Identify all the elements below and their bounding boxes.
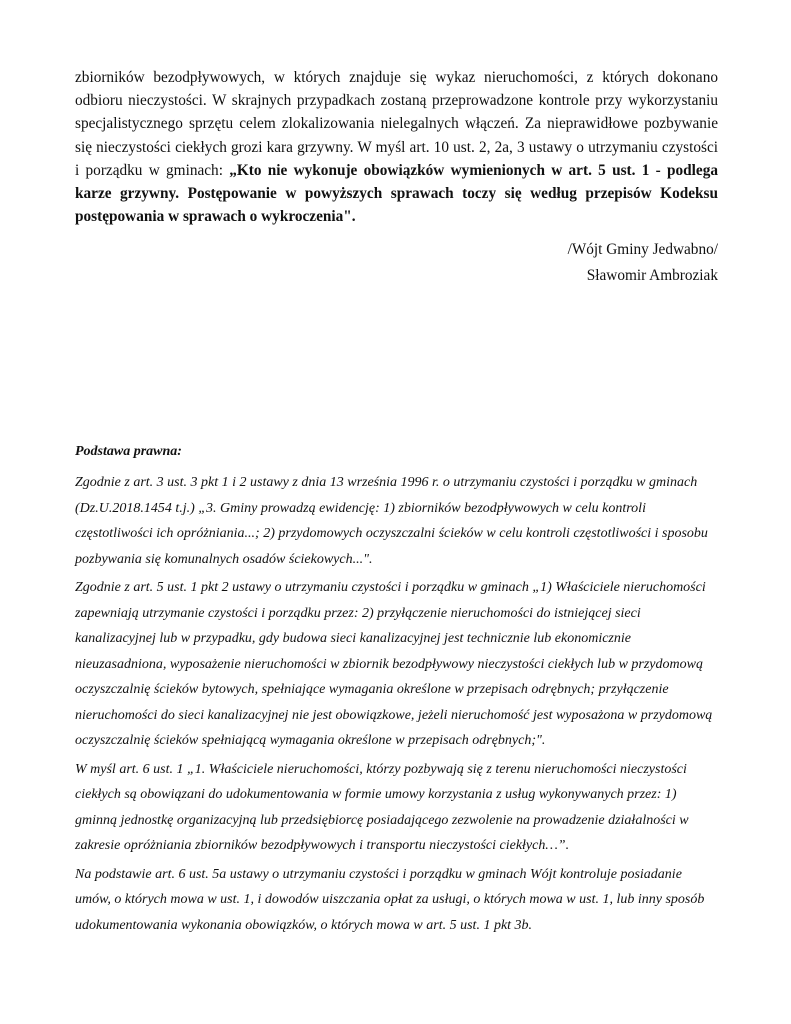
legal-paragraph: Zgodnie z art. 3 ust. 3 pkt 1 i 2 ustawy z dnia 13 września 1996 r. o utrzymaniu czystości i porządku w gminach (Dz.U.2018.1454 t.j.) „3. Gminy prowadzą ewidencję: 1) zbiorników bezodpływowych w celu kontroli częstotliwości ich opróżniania...; 2) przydomowych oczyszczalni ścieków w celu kontroli częstotliwości i sposobu pozbywania się komunalnych osadów ściekowych...". xyxy=(75,475,708,567)
signature-name: Sławomir Ambroziak xyxy=(586,267,718,285)
legal-basis-heading: Podstawa prawna: xyxy=(75,444,182,459)
document-body xyxy=(75,66,718,289)
legal-paragraph: Zgodnie z art. 5 ust. 1 pkt 2 ustawy o utrzymaniu czystości i porządku w gminach „1) Właściciele nieruchomości zapewniają utrzymanie czystości i porządku przez: 2) przyłączenie nieruchomości do istniejącej sieci kanalizacyjnej lub w przypadku, gdy budowa sieci kanalizacyjnej jest technicznie lub ekonomicznie nieuzasadniona, wyposażenie nieruchomości w zbiornik bezodpływowy nieczystości ciekłych lub w przydomową oczyszczalnię ścieków bytowych, spełniające wymagania określone w przepisach odrębnych; przyłączenie nieruchomości do sieci kanalizacyjnej nie jest obowiązkowe, jeżeli nieruchomość jest wyposażona w przydomową oczyszczalnię ścieków spełniającą wymagania określone w przepisach odrębnych;". xyxy=(75,580,713,748)
legal-paragraph: Na podstawie art. 6 ust. 5a ustawy o utrzymaniu czystości i porządku w gminach Wójt kontroluje posiadanie umów, o których mowa w ust. 1, i dowodów uiszczania opłat za usługi, o których mowa w ust. 1, lub inny sposób udokumentowania wykonania obowiązków, o których mowa w art. 5 ust. 1 pkt 3b. xyxy=(75,866,705,933)
signature-title: /Wójt Gminy Jedwabno/ xyxy=(567,241,718,259)
intro-text: zbiorników bezodpływowych, w których znajduje się wykaz nieruchomości, z których dokonano odbioru nieczystości. W skrajnych przypadkach zostaną przeprowadzone kontrole przy wykorzystaniu specjalistycznego sprzętu celem zlokalizowania nielegalnych włączeń. Za nieprawidłowe pozbywanie się nieczystości ciekłych grozi kara grzywny. W myśl art. 10 ust. 2, 2a, 3 ustawy o utrzymaniu czystości i porządku w gminach: xyxy=(75,69,718,179)
legal-basis-section xyxy=(75,442,718,941)
intro-paragraph xyxy=(75,66,718,228)
bold-quote: „Kto nie wykonuje obowiązków wymienionych w art. 5 ust. 1 - podlega karze grzywny. Postępowanie w powyższych sprawach toczy się według przepisów Kodeksu postępowania w sprawach o wykroczenia". xyxy=(75,161,719,226)
legal-paragraph: W myśl art. 6 ust. 1 „1. Właściciele nieruchomości, którzy pozbywają się z terenu nieruchomości nieczystości ciekłych są obowiązani do udokumentowania w formie umowy korzystania z usług wykonywanych przez: 1) gminną jednostkę organizacyjną lub przedsiębiorcę posiadającego zezwolenie na prowadzenie działalności w zakresie opróżniania zbiorników bezodpływowych i transportu nieczystości ciekłych…”. xyxy=(75,761,689,853)
